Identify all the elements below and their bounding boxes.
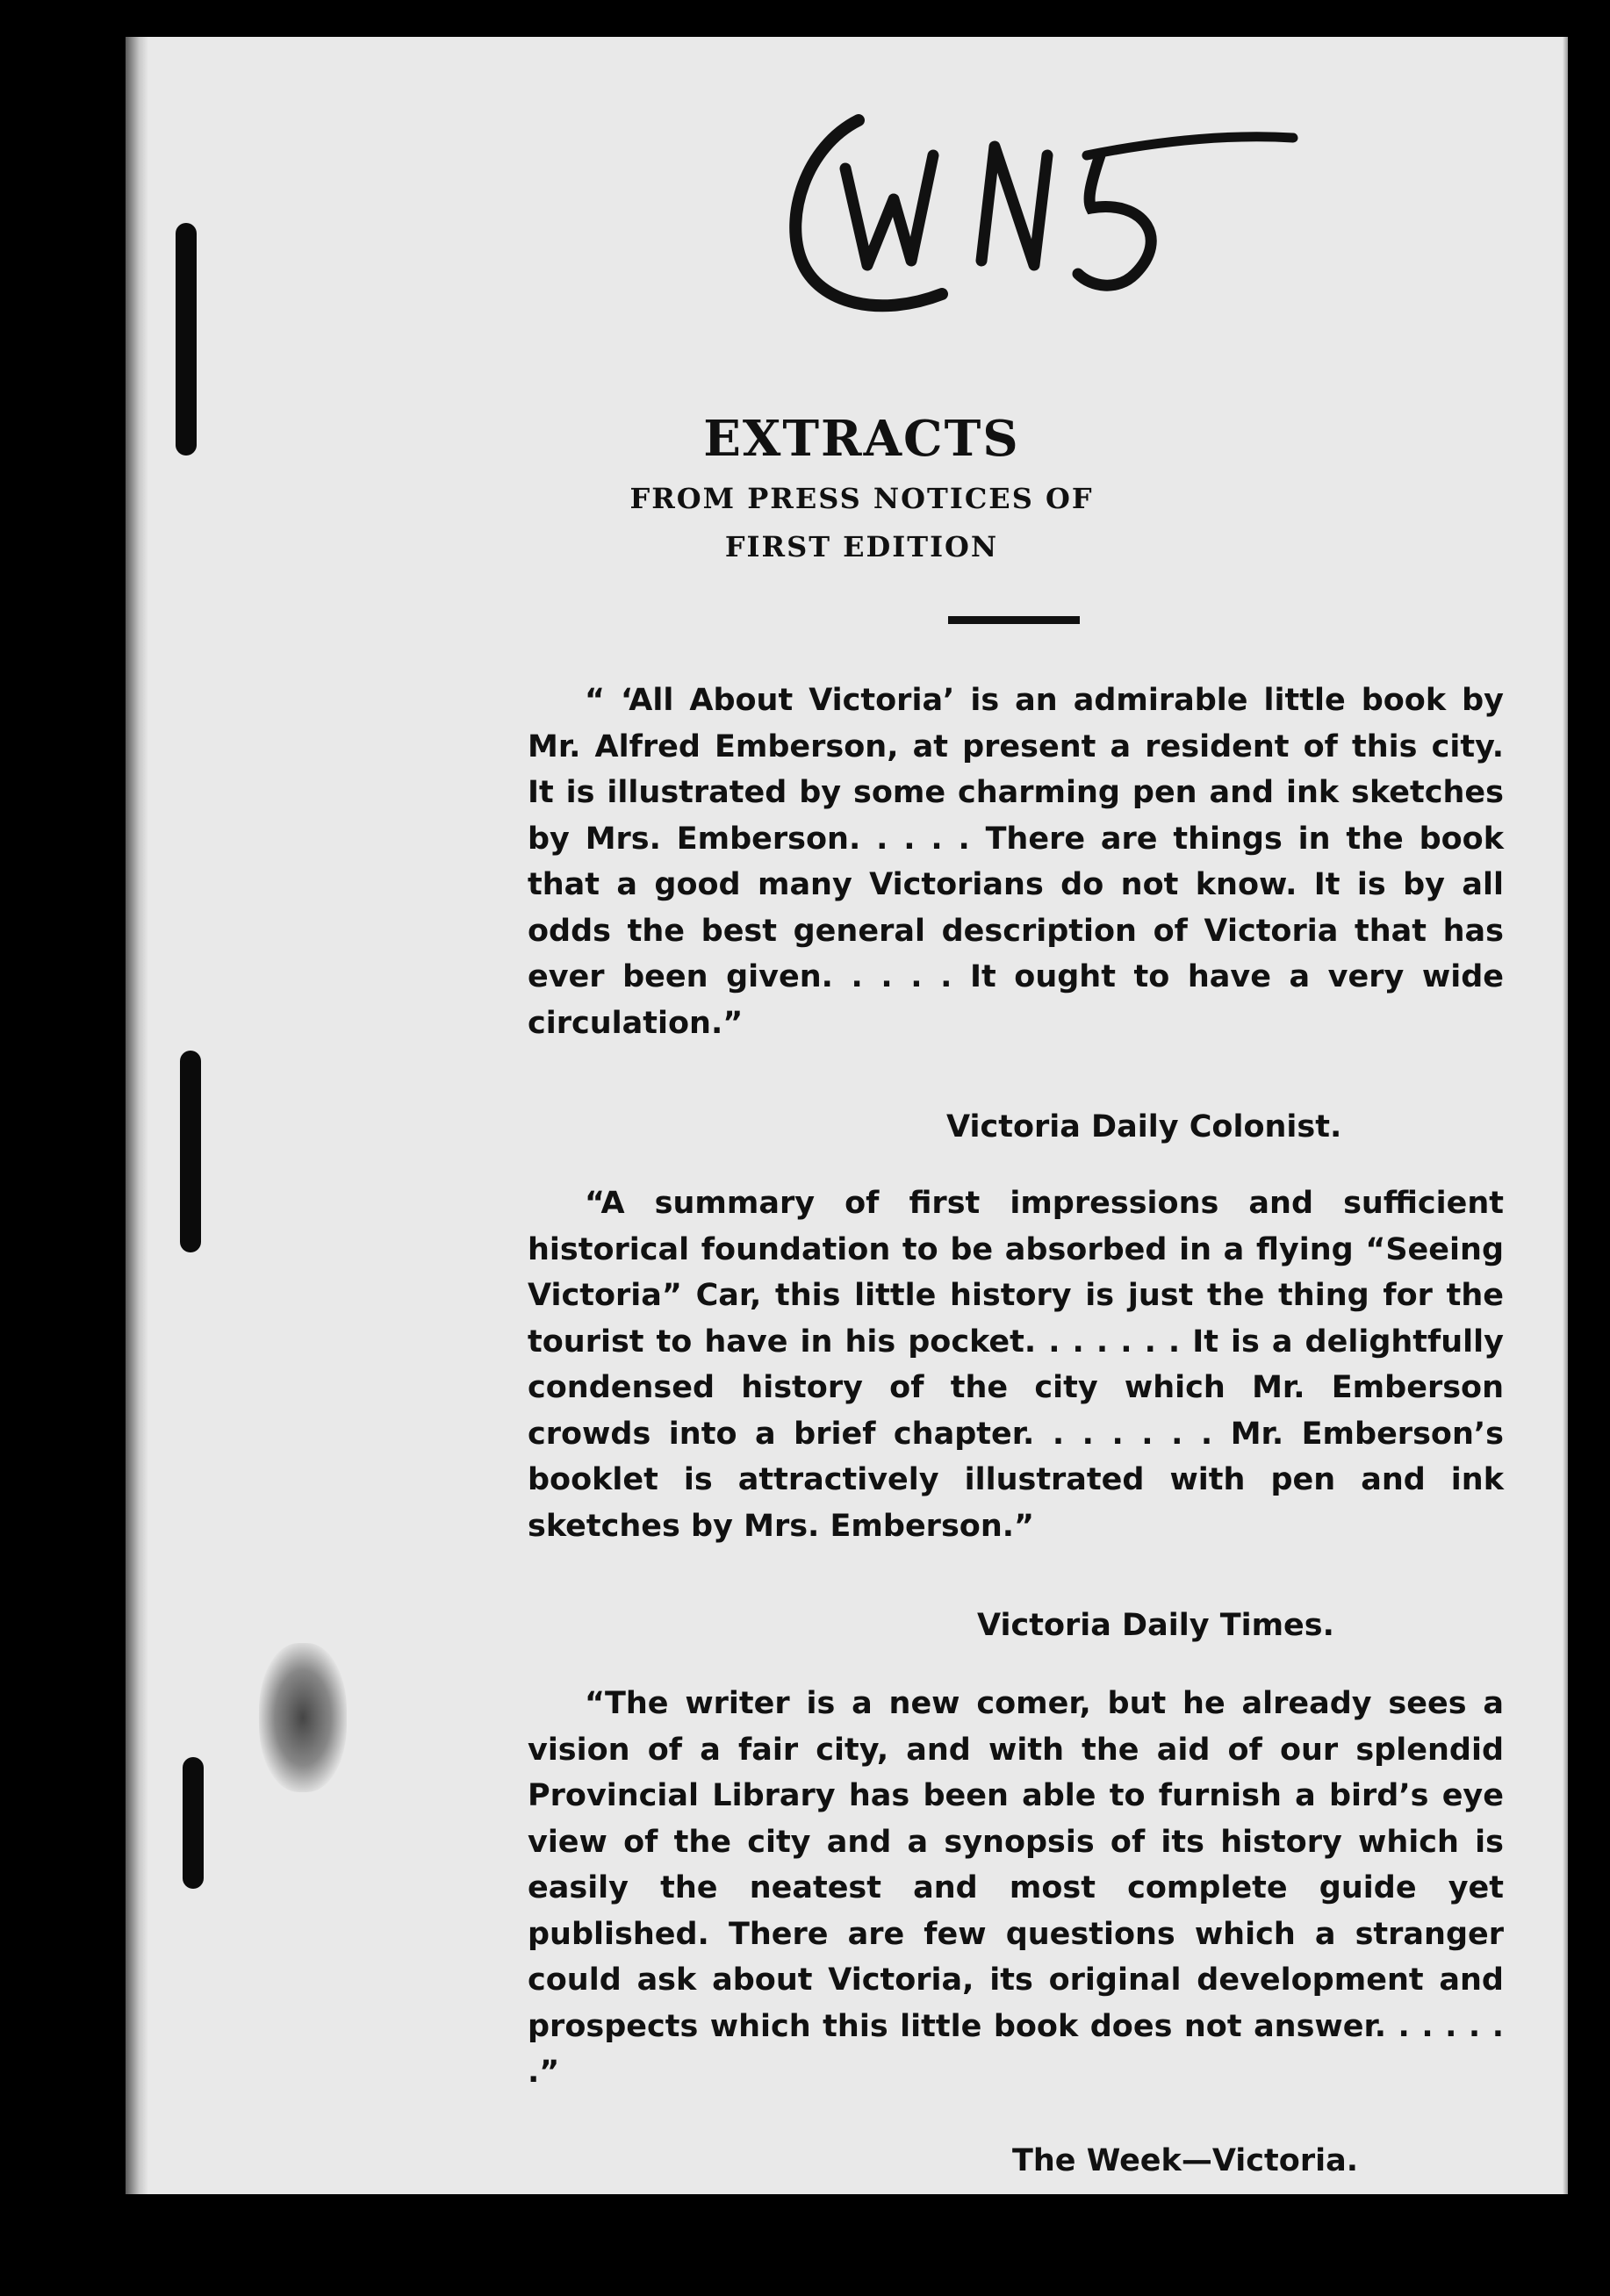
binding-mark-middle bbox=[180, 1051, 201, 1252]
binding-mark-bottom bbox=[183, 1757, 204, 1889]
extract-source: The Week—Victoria. bbox=[1012, 2143, 1358, 2178]
page-subtitle-line1: FROM PRESS NOTICES OF bbox=[629, 482, 1094, 515]
extract-source: Victoria Daily Colonist. bbox=[946, 1109, 1342, 1144]
paper-stain bbox=[259, 1643, 347, 1792]
extract-quote: “ ‘All About Victoria’ is an admirable little book by Mr. Alfred Emberson, at present a resident of this city. It is illustrated by some charming pen and ink sketches by Mrs. Emberson. . . . . There are things in the book that a good many Victorians do not know. It is by all odds the best general description of Victoria that has ever been given. . . . . It ought to have a very wide circulation.” bbox=[528, 683, 1504, 1041]
extract-quote: “The writer is a new comer, but he already sees a vision of a fair city, and with the aid of our splendid Provincial Library has been able to furnish a bird’s eye view of the city and a synopsis of its history which is easily the neatest and most complete guide yet published. There are few questions which a stranger could ask about Victoria, its original development and prospects which this little book does not answer. . . . . . .” bbox=[528, 1686, 1504, 2090]
handwritten-note bbox=[679, 85, 1346, 340]
title-divider bbox=[948, 616, 1080, 624]
page-subtitle-line2: FIRST EDITION bbox=[724, 530, 999, 563]
extract-quote: “A summary of first impressions and sufficient historical foundation to be absorbed in a flying “Seeing Victoria” Car, this little history is just the thing for the tourist to have in his pocket. . . . . . . It is a delightfully condensed history of the city which Mr. Emberson crowds into a brief chapter. . . . . . . Mr. Emberson’s booklet is attractively illustrated with pen and ink sketches by Mrs. Emberson.” bbox=[528, 1186, 1504, 1544]
extract-source: Victoria Daily Times. bbox=[977, 1608, 1334, 1643]
page-title: EXTRACTS bbox=[703, 410, 1020, 468]
document-page bbox=[126, 37, 1568, 2194]
